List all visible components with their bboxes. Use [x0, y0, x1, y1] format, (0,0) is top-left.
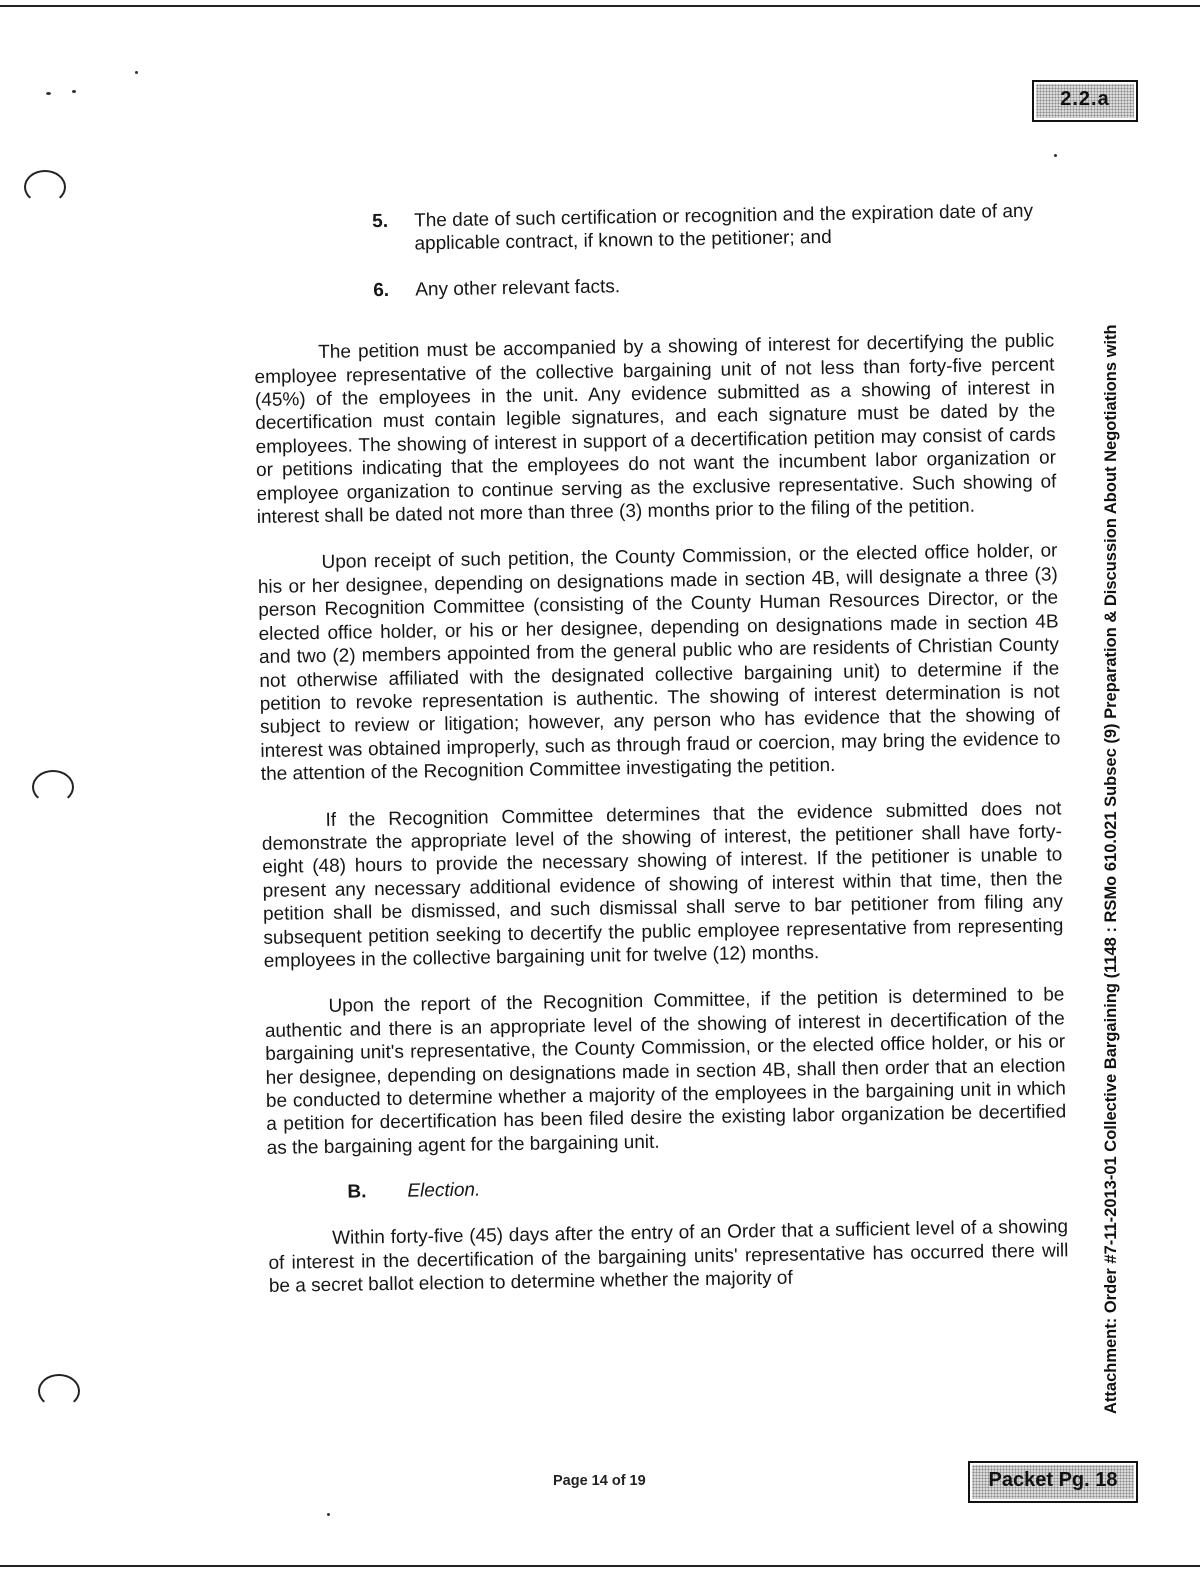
punch-hole-mark: [24, 170, 66, 204]
paragraph-election: Within forty-five (45) days after the entry of an Order that a sufficient level of a showing of interest in the decertification of the bargaining units' representative has occurred there will be a secret ballot election to determine whether the majority of: [268, 1216, 1069, 1297]
packet-page-badge: [968, 1461, 1138, 1503]
punch-hole-mark: [32, 770, 74, 804]
paragraph-showing-of-interest: The petition must be accompanied by a showing of interest for decertifying the public employee representative of the collective bargaining unit of not less than forty-five percent (45%) of the employees in the unit. Any evidence submitted as a showing of interest in decertification must contain legible signatures, and each signature must be dated by the employees. The showing of interest in support of a decertification petition may consist of cards or petitions indicating that the employees do not want the incumbent labor organization or employee organization to continue serving as the exclusive representative. Such showing of interest shall be dated not more than three (3) months prior to the filing of the petition.: [254, 330, 1057, 529]
scan-speck: [1054, 154, 1057, 157]
page-number: Page 14 of 19: [553, 1473, 646, 1489]
scan-edge-top: [0, 5, 1200, 7]
agenda-item-label: 2.2.a: [1036, 84, 1134, 118]
list-item: [252, 199, 1053, 258]
packet-page-label: Packet Pg. 18: [972, 1465, 1134, 1499]
paragraph-committee-report: Upon the report of the Recognition Committee, if the petition is determined to be authentic and there is an appropriate level of the showing of interest in decertification of the bargaining unit's representative, the County Commission, or the elected office holder, or his or her designee, depending on designations made in section 4B, shall then order that an election be conducted to determine whether a majority of the employees in the bargaining unit in which a petition for decertification has been filed desire the existing labor organization be decertified as the bargaining agent for the bargaining unit.: [264, 984, 1067, 1159]
scan-speck: [72, 90, 76, 93]
list-item-number: 5.: [372, 210, 389, 233]
list-item-number: 6.: [373, 279, 390, 301]
section-heading: [267, 1170, 1067, 1207]
scan-edge-bottom: [0, 1565, 1200, 1567]
section-number: B.: [347, 1181, 367, 1203]
scan-speck: [135, 71, 138, 74]
document-body: [252, 199, 1069, 1298]
attachment-side-note: Attachment: Order #7-11-2013-01 Collective Bargaining (1148 : RSMo 610.021 Subsec (9) Preparation & Discussion About Negotiations with: [1102, 324, 1120, 1414]
paragraph-recognition-committee: Upon receipt of such petition, the County Commission, or the elected office holder, or his or her designee, depending on designations made in section 4B, will designate a three (3) person Recognition Committee (consisting of the County Human Resources Director, or the elected office holder, or his or her designee, depending on designations made in section 4B and two (2) members appointed from the general public who are residents of Christian County not otherwise affiliated with the designated collective bargaining unit) to determine if the petition to revoke representation is authentic. The showing of interest determination is not subject to review or litigation; however, any person who has evidence that the showing of interest was obtained improperly, such as through fraud or coercion, may bring the evidence to the attention of the Recognition Committee investigating the petition.: [257, 540, 1061, 786]
list-item: [253, 268, 1053, 304]
scan-speck: [46, 92, 51, 95]
list-item-text: Any other relevant facts.: [415, 276, 621, 301]
list-item-text: The date of such certification or recognition and the expiration date of any applicable contract, if known to the petitioner; and: [413, 200, 1034, 255]
scan-speck: [327, 1513, 330, 1516]
section-title: Election.: [407, 1179, 481, 1202]
paragraph-insufficient-showing: If the Recognition Committee determines that the evidence submitted does not demonstrate the appropriate level of the showing of interest, the petitioner shall have forty-eight (48) hours to provide the necessary showing of interest. If the petitioner is unable to present any necessary additional evidence of showing of interest within that time, then the petition shall be dismissed, and such dismissal shall serve to bar petitioner from filing any subsequent petition seeking to decertify the public employee representative from representing employees in the collective bargaining unit for twelve (12) months.: [261, 797, 1064, 972]
punch-hole-mark: [38, 1374, 80, 1408]
agenda-item-badge: [1032, 80, 1138, 122]
